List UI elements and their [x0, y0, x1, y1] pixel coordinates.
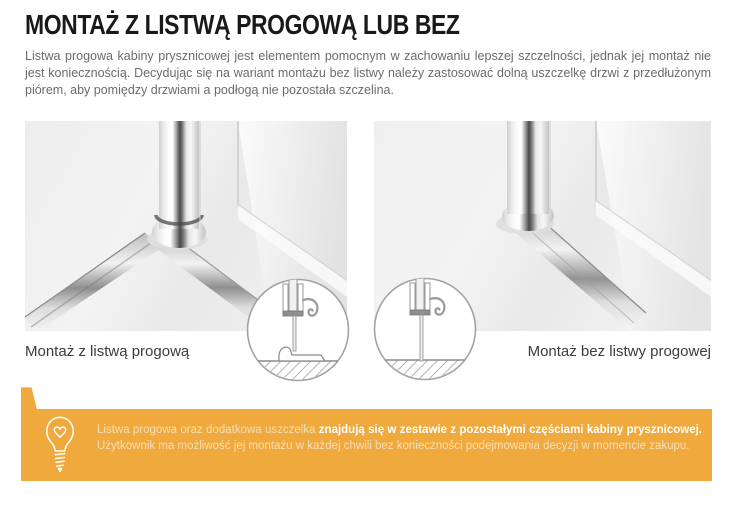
banner-text-bold: znajdują się w zestawie z pozostałymi częściami kabiny prysznicowej.: [318, 424, 702, 437]
photo-shower-corner-without-strip: [374, 121, 711, 331]
caption-with-strip: Montaż z listwą progową: [25, 343, 190, 361]
caption-without-strip: Montaż bez listwy progowej: [527, 343, 711, 361]
info-banner: [21, 409, 712, 481]
banner-text-line1: [97, 423, 702, 439]
banner-text-regular: Listwa progowa oraz dodatkowa uszczelka: [97, 424, 319, 437]
shower-corner-photo-art: [374, 121, 711, 331]
banner-fold: [21, 387, 37, 409]
shower-corner-photo-art: [25, 121, 347, 331]
page-title: MONTAŻ Z LISTWĄ PROGOWĄ LUB BEZ: [25, 9, 460, 40]
banner-text-line2: Użytkownik ma możliwość jej montażu w każdej chwili bez konieczności podejmowania decyzji w momencie zakupu.: [97, 439, 690, 452]
figures-row: [25, 121, 711, 361]
banner-text: [21, 409, 712, 454]
intro-paragraph: Listwa progowa kabiny prysznicowej jest elementem pomocnym w zachowaniu lepszej szczelności, jednak jej montaż nie jest koniecznością. Decydując się na wariant montażu bez listwy należy zastosować dolną uszczelkę drzwi z przedłużonym piórem, aby pomiędzy drzwiami a podłogą nie pozostała szczelina.: [25, 49, 711, 98]
lightbulb-icon: [43, 416, 77, 476]
photo-shower-corner-with-strip: [25, 121, 347, 331]
figure-without-strip: [374, 121, 711, 361]
figure-with-strip: [25, 121, 347, 361]
